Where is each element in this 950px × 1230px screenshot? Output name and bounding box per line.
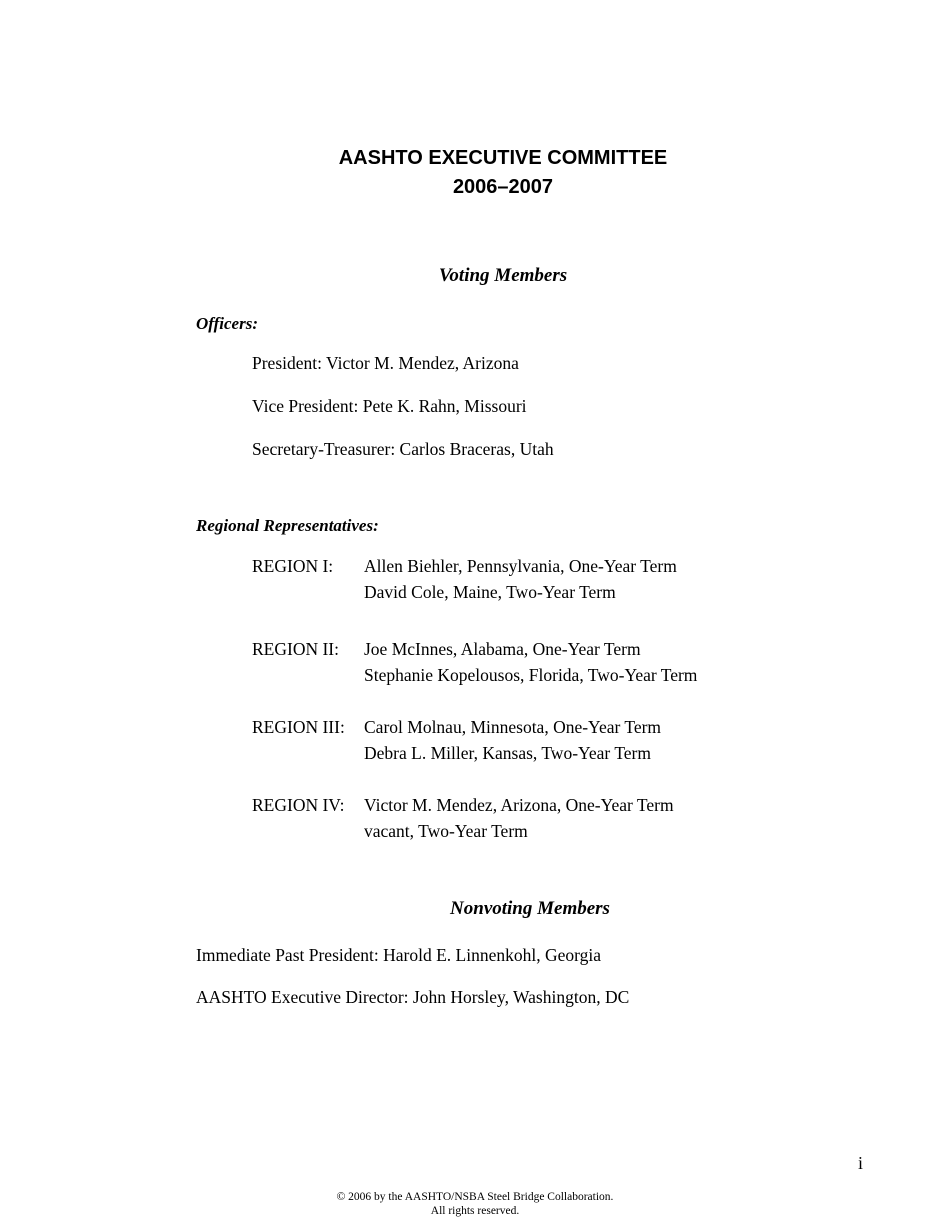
copyright-notice: © 2006 by the AASHTO/NSBA Steel Bridge Collaboration.: [336, 1191, 614, 1203]
officer-vice-president: Vice President: Pete K. Rahn, Missouri: [252, 396, 527, 416]
region-label-4: REGION IV:: [252, 795, 345, 815]
region-label-2: REGION II:: [252, 639, 339, 659]
page-subtitle-years: 2006–2007: [452, 176, 554, 198]
rights-reserved-notice: All rights reserved.: [430, 1205, 520, 1217]
region-2-member: Stephanie Kopelousos, Florida, Two-Year Term: [364, 665, 698, 685]
region-label-1: REGION I:: [252, 556, 334, 576]
voting-members-heading: Voting Members: [438, 265, 568, 286]
region-2-member: Joe McInnes, Alabama, One-Year Term: [364, 639, 641, 659]
nonvoting-past-president: Immediate Past President: Harold E. Linnenkohl, Georgia: [196, 945, 602, 965]
region-1-member: David Cole, Maine, Two-Year Term: [364, 582, 616, 602]
page-title: AASHTO EXECUTIVE COMMITTEE: [338, 147, 668, 169]
region-3-member: Carol Molnau, Minnesota, One-Year Term: [364, 717, 662, 737]
region-1-member: Allen Biehler, Pennsylvania, One-Year Term: [364, 556, 677, 576]
officer-secretary-treasurer: Secretary-Treasurer: Carlos Braceras, Utah: [252, 439, 554, 459]
region-4-member: vacant, Two-Year Term: [364, 821, 528, 841]
region-label-3: REGION III:: [252, 717, 345, 737]
regional-representatives-label: Regional Representatives:: [196, 516, 379, 535]
nonvoting-members-heading: Nonvoting Members: [450, 898, 610, 919]
region-4-member: Victor M. Mendez, Arizona, One-Year Term: [364, 795, 674, 815]
page-number: i: [858, 1153, 864, 1173]
nonvoting-executive-director: AASHTO Executive Director: John Horsley, Washington, DC: [196, 987, 630, 1007]
officer-president: President: Victor M. Mendez, Arizona: [252, 353, 519, 373]
officers-label: Officers:: [196, 314, 258, 333]
region-3-member: Debra L. Miller, Kansas, Two-Year Term: [364, 743, 651, 763]
